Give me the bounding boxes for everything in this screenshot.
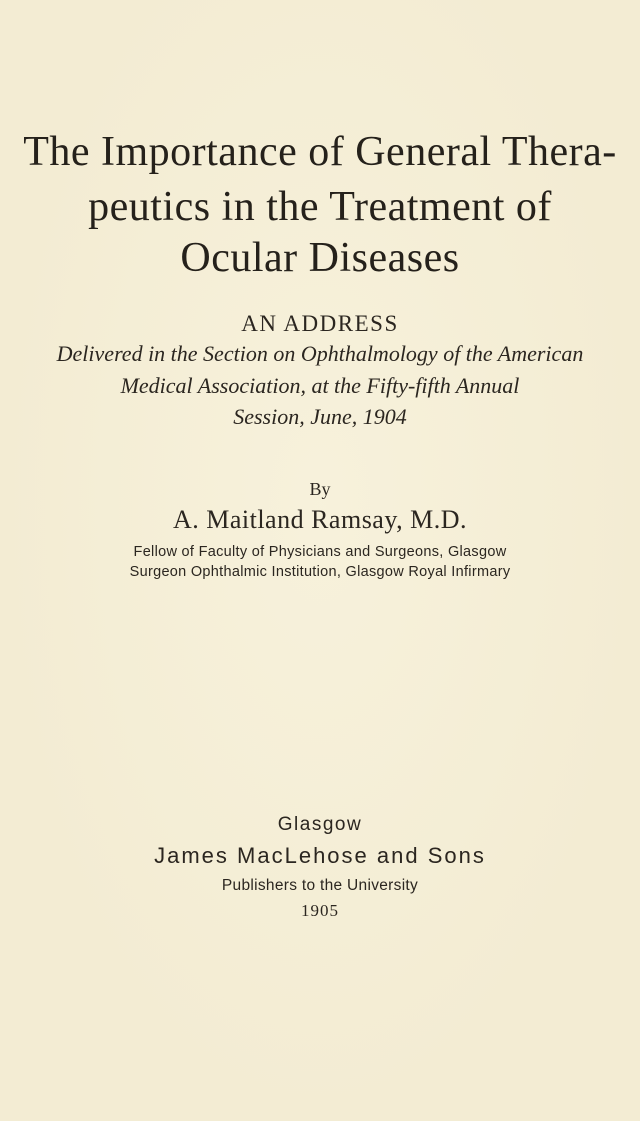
title-line-2: peutics in the Treatment of bbox=[88, 184, 552, 230]
author-credentials-2: Surgeon Ophthalmic Institution, Glasgow Royal Infirmary bbox=[129, 564, 511, 580]
imprint-publisher-note: Publishers to the University bbox=[221, 877, 419, 894]
subtitle: AN ADDRESS bbox=[241, 311, 399, 336]
delivery-line-2: Medical Association, at the Fifty-fifth Annual bbox=[120, 373, 520, 398]
delivery-line-3: Session, June, 1904 bbox=[233, 404, 407, 429]
imprint-publisher: James MacLehose and Sons bbox=[154, 843, 486, 868]
delivery-line-1: Delivered in the Section on Ophthalmology of the American bbox=[56, 341, 584, 366]
by-label: By bbox=[309, 479, 331, 499]
title-line-3: Ocular Diseases bbox=[180, 235, 460, 281]
author-credentials-1: Fellow of Faculty of Physicians and Surgeons, Glasgow bbox=[133, 544, 507, 560]
imprint-year: 1905 bbox=[301, 901, 339, 920]
author-name: A. Maitland Ramsay, M.D. bbox=[172, 505, 468, 534]
title-line-1: The Importance of General Thera- bbox=[23, 129, 617, 175]
imprint-place: Glasgow bbox=[277, 814, 363, 835]
